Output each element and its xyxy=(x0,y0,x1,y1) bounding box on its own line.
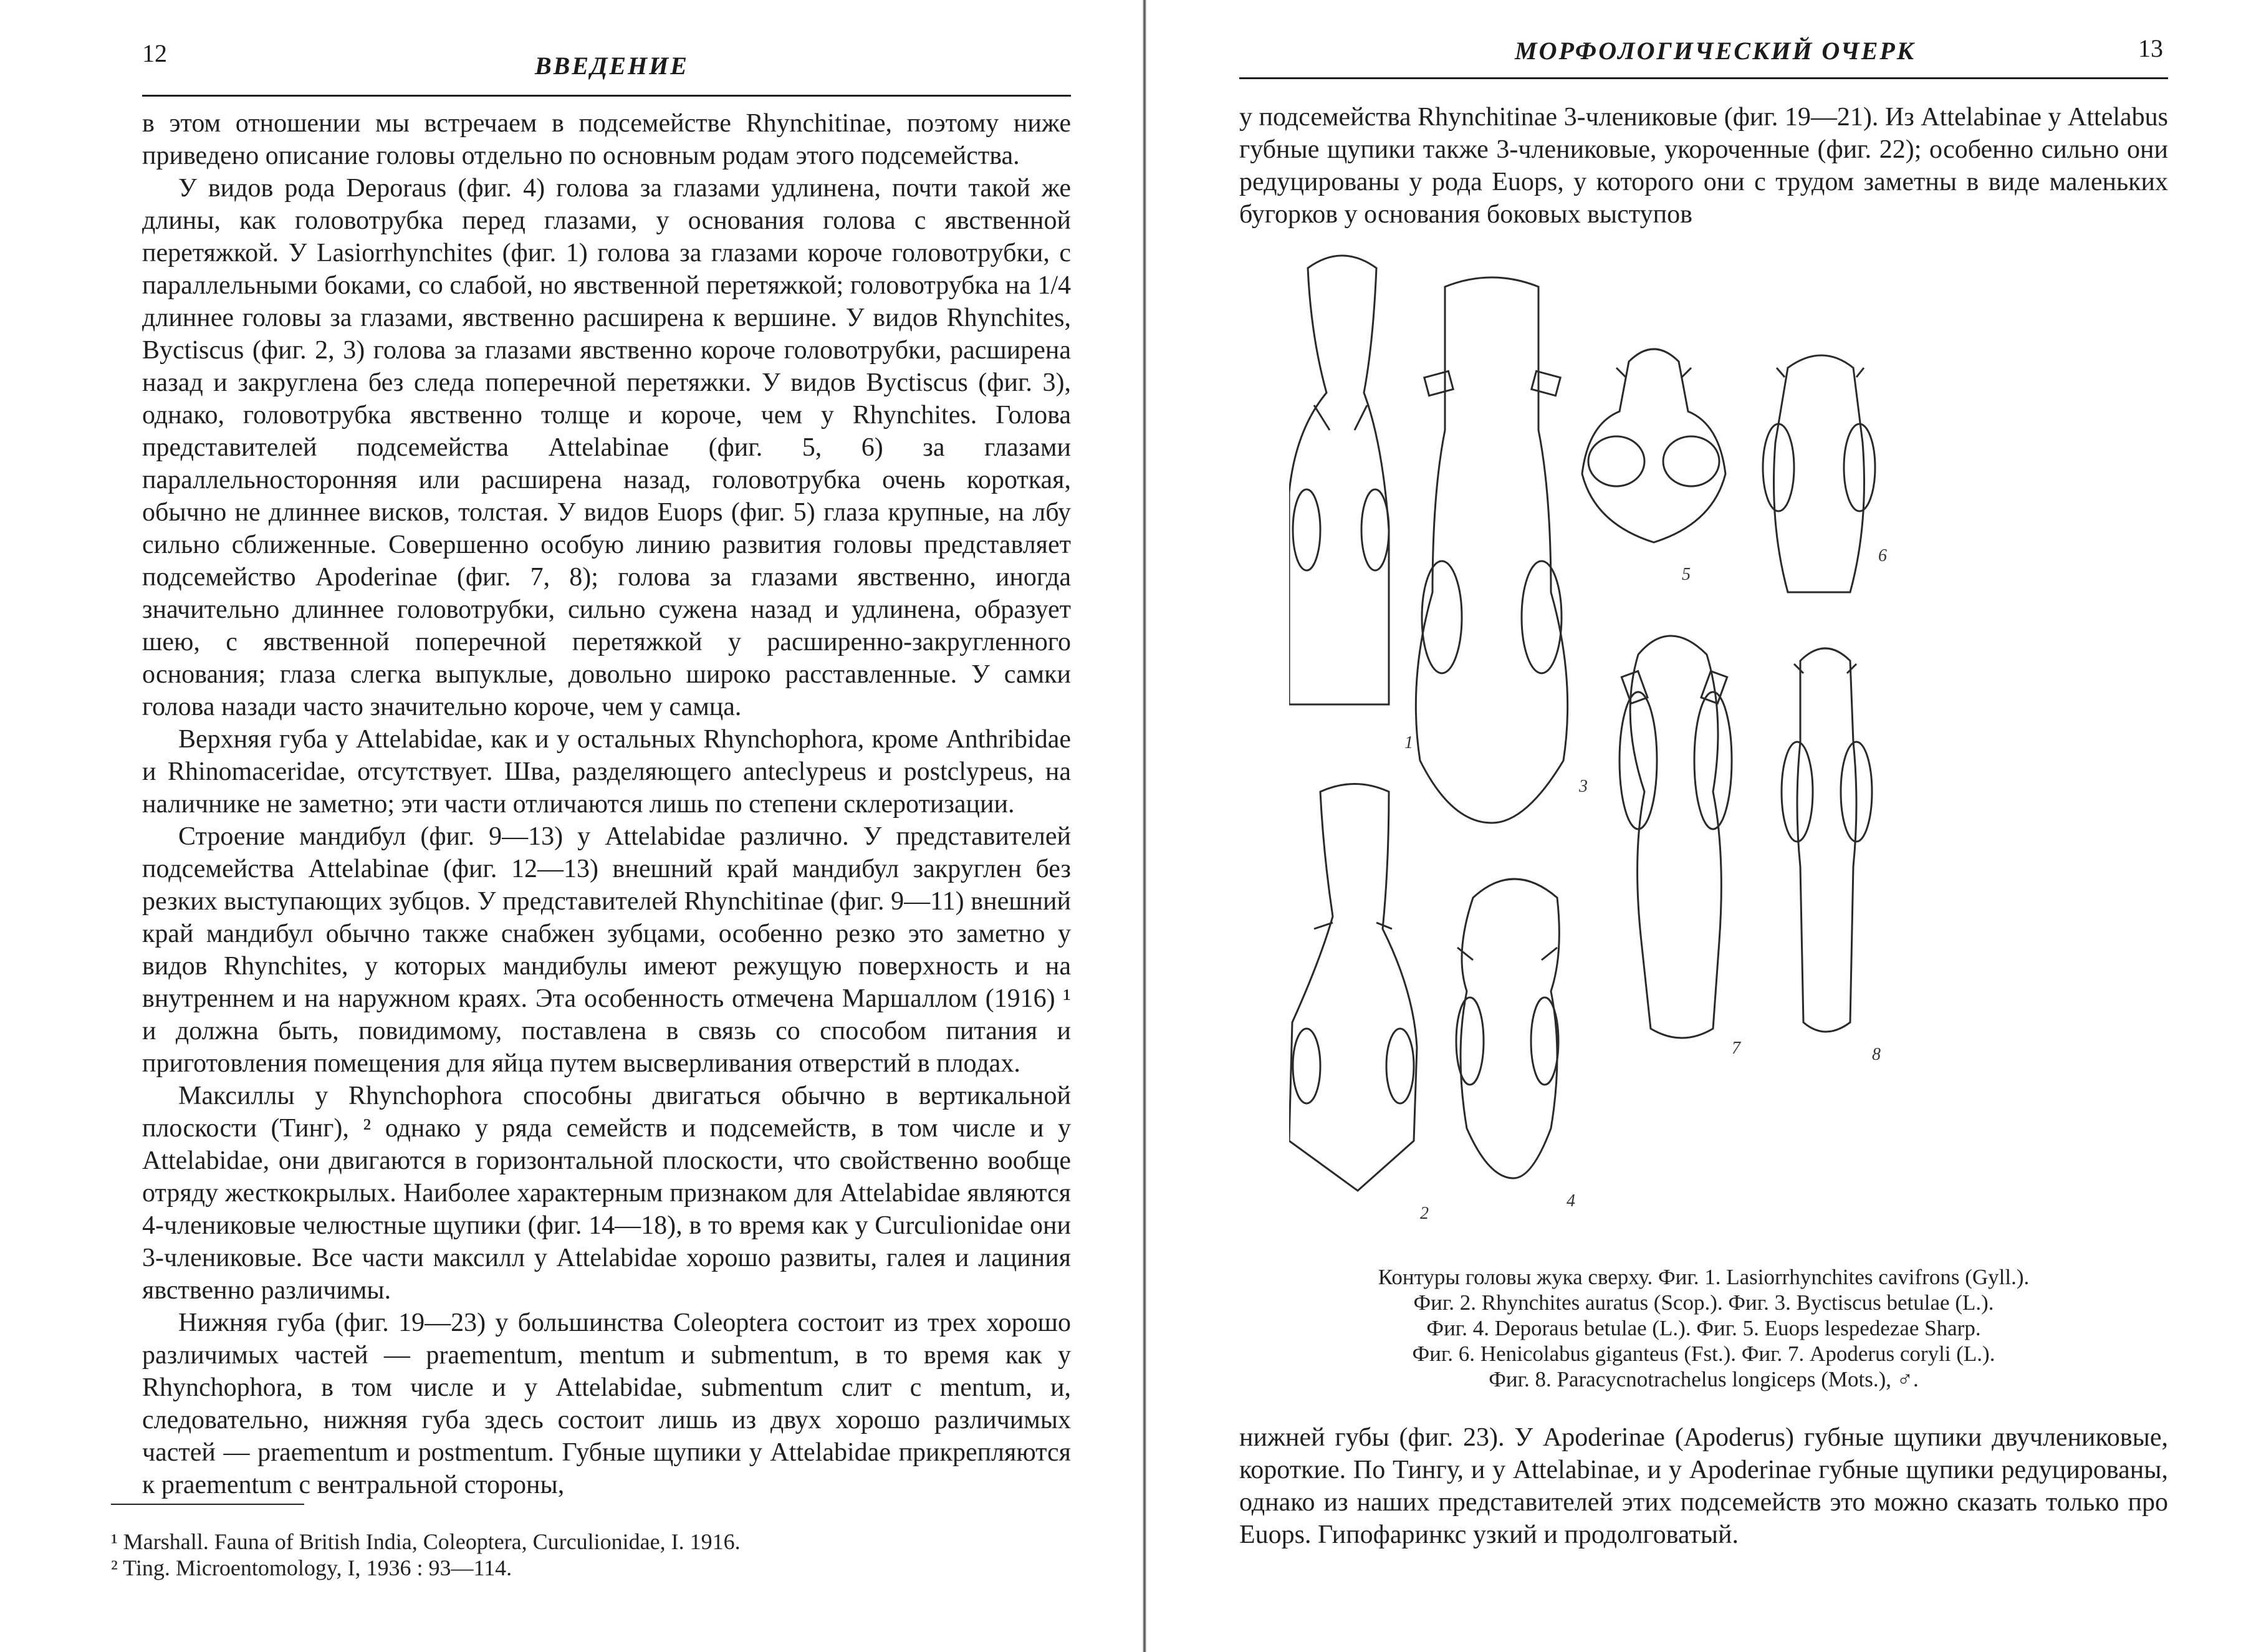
figure-3-label: 3 xyxy=(1579,777,1588,796)
figure-5-label: 5 xyxy=(1682,565,1691,584)
footnote-rule xyxy=(111,1504,304,1505)
left-page-number: 12 xyxy=(142,39,167,67)
left-paragraph-2: У видов рода Deporaus (фиг. 4) голова за глазами удлинена, почти такой же длины, как головотрубка перед глазами, у основания голова с явственной перетяжкой. У Lasiorrhynchites (фиг. 1) голова за глазами короче головотрубки, с параллельными боками, со слабой, но явственной перетяжкой; головотрубка на 1/4 длиннее головы за глазами, явственно расширена к вершине. У видов Rhynchites, Byctiscus (фиг. 2, 3) голова за глазами явственно короче головотрубки, расширена назад и закруглена без следа поперечной перетяжки. У видов Byctiscus (фиг. 3), однако, головотрубка явственно толще и короче, чем у Rhynchites. Голова представителей подсемейства Attelabinae (фиг. 5, 6) за глазами параллельносторонняя или расширена назад, головотрубка очень короткая, обычно не длиннее висков, толстая. У видов Euops (фиг. 5) глаза крупные, на лбу сильно сближенные. Совершенно особую линию развития головы представляет подсемейство Apoderinae (фиг. 7, 8); голова за глазами явственно, иногда значительно длиннее головотрубки, сильно сужена назад и удлинена, образует шею, с явственной поперечной перетяжкой у расширенно-закругленного основания; глаза слегка выпуклые, довольно широко расставленные. У самки голова назади часто значительно короче, чем у самца. xyxy=(142,174,1071,721)
figure-1-label: 1 xyxy=(1404,733,1413,752)
figure-7-outline xyxy=(1620,636,1732,1038)
figure-8-label: 8 xyxy=(1872,1045,1881,1064)
left-paragraph-6: Нижняя губа (фиг. 19—23) у большинства Coleoptera состоит из трех хорошо различимых частей — praementum, mentum и submentum, в то время как у Rhynchophora, в том числе и у Attelabidae, submentum слит с mentum, и, следовательно, нижняя губа здесь состоит лишь из двух хорошо различимых частей — praementum и postmentum. Губные щупики у Attelabidae прикрепляются к praementum с вентральной стороны, xyxy=(142,1309,1071,1499)
left-body-text xyxy=(142,107,1071,1501)
figure-caption xyxy=(1264,1264,2143,1392)
right-top-text xyxy=(1239,101,2168,231)
right-paragraph-bottom: нижней губы (фиг. 23). У Apoderinae (Apoderus) губные щупики двучлениковые, короткие. По Тингу, и у Attelabinae, и у Apoderinae губные щупики редуцированы, однако из наших представителей этих подсемейств это можно сказать только про Euops. Гипофаринкс узкий и продолговатый. xyxy=(1239,1423,2168,1549)
footnotes xyxy=(111,1529,1108,1581)
left-paragraph-3: Верхняя губа у Attelabidae, как и у остальных Rhynchophora, кроме Anthribidae и Rhinomaceridae, отсутствует. Шва, разделяющего anteclypeus и postclypeus, на наличнике не заметно; эти части отличаются лишь по степени склеротизации. xyxy=(142,725,1071,819)
left-header-rule xyxy=(142,95,1071,97)
left-paragraph-1: в этом отношении мы встречаем в подсемействе Rhynchitinae, поэтому ниже приведено описание головы отдельно по основным родам этого подсемейства. xyxy=(142,109,1071,170)
figure-7-label: 7 xyxy=(1732,1039,1740,1058)
figure-1-outline xyxy=(1289,256,1389,704)
right-page xyxy=(1152,0,2241,1652)
caption-line-5: Фиг. 8. Paracycnotrachelus longiceps (Mots.), ♂. xyxy=(1489,1367,1919,1391)
right-running-head: МОРФОЛОГИЧЕСКИЙ ОЧЕРК xyxy=(1515,37,1916,65)
figure-2-label: 2 xyxy=(1420,1204,1429,1223)
footnote-2: ² Ting. Microentomology, I, 1936 : 93—114. xyxy=(111,1555,512,1580)
caption-line-1: Контуры головы жука сверху. Фиг. 1. Lasiorrhynchites cavifrons (Gyll.). xyxy=(1378,1265,2030,1289)
left-paragraph-5: Максиллы у Rhynchophora способны двигаться обычно в вертикальной плоскости (Тинг), ² однако у ряда семейств и подсемейств, в том числе и у Attelabidae, они двигаются в горизонтальной плоскости, что свойственно вообще отряду жесткокрылых. Наиболее характерным признаком для Attelabidae являются 4-члениковые челюстные щупики (фиг. 14—18), в то время как у Curculionidae они 3-члениковые. Все части максилл у Attelabidae хорошо развиты, галея и лациния явственно различимы. xyxy=(142,1082,1071,1305)
figure-6-outline xyxy=(1763,355,1875,592)
left-paragraph-4: Строение мандибул (фиг. 9—13) у Attelabidae различно. У представителей подсемейства Attelabinae (фиг. 12—13) внешний край мандибул закруглен без резких выступающих зубцов. У представителей Rhynchitinae (фиг. 9—11) внешний край мандибул обычно также снабжен зубцами, особенно резко это заметно у видов Rhynchites, у которых мандибулы имеют режущую поверхность и на внутреннем и на наружном краях. Эта особенность отмечена Маршаллом (1916) ¹ и должна быть, повидимому, поставлена в связь со способом питания и приготовления помещения для яйца путем высверливания отверстий в плодах. xyxy=(142,822,1071,1078)
left-running-head: ВВЕДЕНИЕ xyxy=(535,52,689,80)
book-gutter xyxy=(1143,0,1146,1652)
figure-4-outline xyxy=(1456,879,1559,1178)
figure-2-outline xyxy=(1289,784,1417,1191)
figure-6-label: 6 xyxy=(1878,546,1887,565)
right-header-rule xyxy=(1239,77,2168,79)
figure-5-outline xyxy=(1582,349,1725,542)
figure-drawing xyxy=(1289,243,2062,1247)
right-bottom-text xyxy=(1239,1421,2168,1551)
right-page-number: 13 xyxy=(2138,34,2163,62)
figure-head-outlines xyxy=(1289,243,2062,1247)
right-paragraph-top: у подсемейства Rhynchitinae 3-члениковые (фиг. 19—21). Из Attelabinae у Attelabus губные щупики также 3-члениковые, укороченные (фиг. 22); особенно сильно они редуцированы у рода Euops, у которого они с трудом заметны в виде маленьких бугорков у основания боковых выступов xyxy=(1239,103,2168,229)
footnote-1: ¹ Marshall. Fauna of British India, Coleoptera, Curculionidae, I. 1916. xyxy=(111,1529,741,1554)
caption-line-4: Фиг. 6. Henicolabus giganteus (Fst.). Фиг. 7. Apoderus coryli (L.). xyxy=(1412,1342,1995,1366)
caption-line-2: Фиг. 2. Rhynchites auratus (Scop.). Фиг. 3. Byctiscus betulae (L.). xyxy=(1413,1290,1994,1315)
figure-3-outline xyxy=(1416,277,1567,823)
caption-line-3: Фиг. 4. Deporaus betulae (L.). Фиг. 5. Euops lespedezae Sharp. xyxy=(1426,1316,1981,1340)
figure-8-outline xyxy=(1782,648,1872,1032)
figure-4-label: 4 xyxy=(1567,1191,1575,1211)
